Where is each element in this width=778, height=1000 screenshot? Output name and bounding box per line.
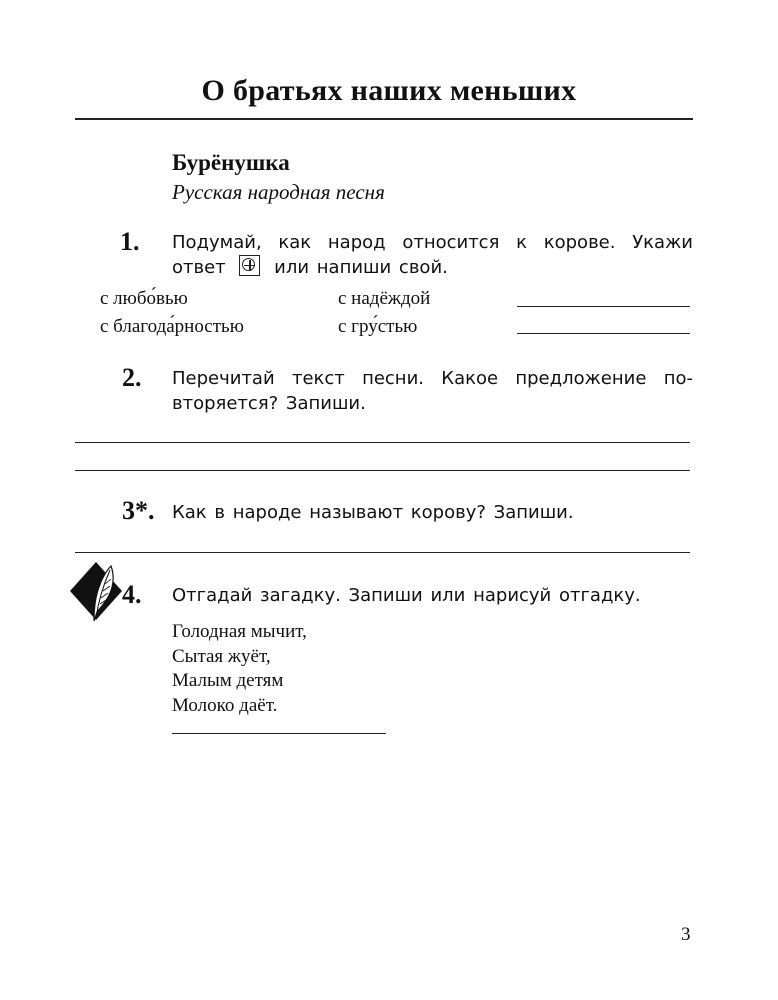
task1-own-answer-line-2[interactable] (517, 333, 690, 334)
feather-icon (70, 560, 126, 622)
task4-number: 4. (122, 580, 142, 609)
riddle-line: Молоко даёт. (172, 694, 278, 716)
plus-marker-icon (239, 255, 260, 276)
riddle-line: Сытая жуёт, (172, 645, 271, 667)
task2-number: 2. (122, 363, 142, 392)
option-gratitude[interactable]: с благода́рностью (100, 316, 244, 337)
task3-number: 3*. (122, 496, 155, 525)
option-love[interactable]: с любо́вью (100, 288, 188, 309)
option-hope[interactable]: с надёждой (338, 288, 431, 309)
task2-answer-line-2[interactable] (75, 470, 690, 471)
option-sadness[interactable]: с гру́стью (338, 316, 418, 337)
riddle-line: Голодная мычит, (172, 621, 307, 642)
task3-text: Как в народе называют корову? Запиши. (172, 502, 574, 523)
title-underline (75, 118, 693, 120)
page-number: 3 (681, 924, 691, 945)
task1-own-answer-line[interactable] (517, 306, 690, 307)
task1-number: 1. (120, 227, 140, 256)
riddle-text (172, 620, 307, 718)
task2-answer-line-1[interactable] (75, 442, 690, 443)
task1-text-after: или напиши свой. (274, 257, 448, 278)
task1-text-before: Подумай, как народ относится к корове. Укажи ответ (172, 232, 693, 278)
work-subtitle: Русская народная песня (172, 180, 385, 204)
task4-answer-line[interactable] (172, 733, 386, 734)
riddle-line: Малым детям (172, 670, 284, 691)
work-title: Бурёнушка (172, 150, 290, 175)
task4-text: Отгадай загадку. Запиши или нарисуй отгадку. (172, 585, 641, 606)
task2-text: Перечитай текст песни. Какое предложение повторяется? Запиши. (172, 368, 693, 414)
task1-text (172, 230, 693, 280)
chapter-title: О братьях наших меньших (201, 74, 577, 107)
task3-answer-line[interactable] (75, 552, 690, 553)
